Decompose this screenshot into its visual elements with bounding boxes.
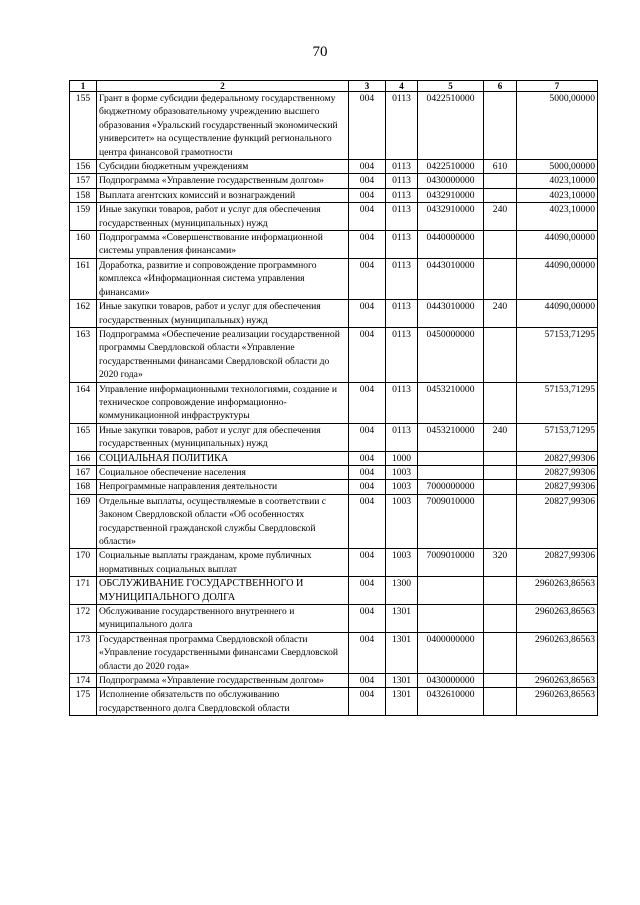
table-row: [70, 188, 598, 202]
cell-c3: 004: [349, 258, 386, 299]
cell-name: Обслуживание государственного внутреннего и муниципального долга: [97, 605, 349, 633]
table-row: [70, 465, 598, 479]
cell-n: 159: [70, 203, 97, 231]
table-row: [70, 688, 598, 716]
cell-c7: 20827,99306: [517, 451, 598, 465]
cell-n: 161: [70, 258, 97, 299]
cell-c7: 4023,10000: [517, 203, 598, 231]
cell-n: 158: [70, 188, 97, 202]
cell-c6: 610: [484, 160, 517, 174]
table-row: [70, 632, 598, 673]
cell-c7: 57153,71295: [517, 382, 598, 423]
cell-n: 156: [70, 160, 97, 174]
cell-c3: 004: [349, 451, 386, 465]
cell-c4: 0113: [386, 327, 418, 382]
cell-n: 175: [70, 688, 97, 716]
cell-c7: 44090,00000: [517, 300, 598, 328]
cell-c4: 1301: [386, 605, 418, 633]
cell-c4: 0113: [386, 300, 418, 328]
cell-c3: 004: [349, 300, 386, 328]
cell-c3: 004: [349, 549, 386, 577]
cell-name: Социальные выплаты гражданам, кроме публичных нормативных социальных выплат: [97, 549, 349, 577]
cell-c7: 57153,71295: [517, 423, 598, 451]
cell-c6: [484, 258, 517, 299]
cell-c6: [484, 231, 517, 259]
table-row: [70, 231, 598, 259]
cell-c3: 004: [349, 92, 386, 160]
cell-c4: 1003: [386, 465, 418, 479]
col-header: 1: [70, 81, 97, 92]
cell-name: Исполнение обязательств по обслуживанию государственного долга Свердловской области: [97, 688, 349, 716]
col-header: 7: [517, 81, 598, 92]
cell-c5: 0430000000: [418, 674, 484, 688]
cell-n: 170: [70, 549, 97, 577]
cell-c7: 2960263,86563: [517, 688, 598, 716]
cell-name: Подпрограмма «Обеспечение реализации государственной программы Свердловской области «Управление государственными финансами Свердловской области до 2020 года»: [97, 327, 349, 382]
cell-n: 167: [70, 465, 97, 479]
cell-c7: 57153,71295: [517, 327, 598, 382]
cell-c6: [484, 174, 517, 188]
cell-c5: 0453210000: [418, 423, 484, 451]
cell-name: Иные закупки товаров, работ и услуг для обеспечения государственных (муниципальных) нужд: [97, 423, 349, 451]
cell-c6: [484, 465, 517, 479]
cell-n: 165: [70, 423, 97, 451]
cell-name: Отдельные выплаты, осуществляемые в соответствии с Законом Свердловской области «Об особенностях государственной гражданской службы Свердловской области»: [97, 494, 349, 549]
cell-c4: 0113: [386, 174, 418, 188]
cell-c6: [484, 688, 517, 716]
cell-n: 173: [70, 632, 97, 673]
cell-name: Иные закупки товаров, работ и услуг для обеспечения государственных (муниципальных) нужд: [97, 203, 349, 231]
table-row: [70, 480, 598, 494]
header-row: [70, 81, 598, 92]
cell-c7: 2960263,86563: [517, 605, 598, 633]
cell-c4: 1003: [386, 494, 418, 549]
page-number: 70: [312, 44, 328, 60]
table-row: [70, 300, 598, 328]
table-row: [70, 203, 598, 231]
cell-c4: 1301: [386, 632, 418, 673]
col-header: 2: [97, 81, 349, 92]
cell-name: Выплата агентских комиссий и вознаграждений: [97, 188, 349, 202]
cell-c6: 240: [484, 300, 517, 328]
cell-c6: 240: [484, 423, 517, 451]
cell-c3: 004: [349, 327, 386, 382]
cell-name: Подпрограмма «Управление государственным долгом»: [97, 674, 349, 688]
cell-c6: [484, 382, 517, 423]
cell-c4: 1301: [386, 674, 418, 688]
cell-c4: 0113: [386, 258, 418, 299]
cell-c4: 0113: [386, 160, 418, 174]
cell-c7: 4023,10000: [517, 188, 598, 202]
table-row: [70, 160, 598, 174]
cell-name: Управление информационными технологиями, создание и техническое сопровождение информационно-коммуникационной инфраструктуры: [97, 382, 349, 423]
cell-c3: 004: [349, 605, 386, 633]
cell-name: Грант в форме субсидии федеральному государственному бюджетному образовательному учреждению высшего образования «Уральский государственный экономический университет» на осуществление функций регионального центра финансовой грамотности: [97, 92, 349, 160]
cell-c5: 0443010000: [418, 300, 484, 328]
cell-c5: [418, 465, 484, 479]
table-row: [70, 549, 598, 577]
cell-c3: 004: [349, 382, 386, 423]
cell-c6: 320: [484, 549, 517, 577]
cell-n: 155: [70, 92, 97, 160]
cell-n: 163: [70, 327, 97, 382]
cell-c3: 004: [349, 188, 386, 202]
cell-n: 157: [70, 174, 97, 188]
cell-c7: 20827,99306: [517, 465, 598, 479]
cell-c3: 004: [349, 203, 386, 231]
cell-name: Непрограммные направления деятельности: [97, 480, 349, 494]
cell-c5: 0430000000: [418, 174, 484, 188]
cell-c5: 7000000000: [418, 480, 484, 494]
cell-c7: 20827,99306: [517, 494, 598, 549]
cell-c5: 0440000000: [418, 231, 484, 259]
cell-c4: 0113: [386, 203, 418, 231]
cell-n: 174: [70, 674, 97, 688]
cell-n: 168: [70, 480, 97, 494]
table-row: [70, 577, 598, 605]
budget-table: [69, 80, 598, 716]
cell-c3: 004: [349, 160, 386, 174]
col-header: 4: [386, 81, 418, 92]
cell-c6: [484, 188, 517, 202]
table-row: [70, 92, 598, 160]
cell-c6: [484, 577, 517, 605]
cell-c6: 240: [484, 203, 517, 231]
cell-c7: 20827,99306: [517, 480, 598, 494]
cell-c3: 004: [349, 231, 386, 259]
cell-c4: 0113: [386, 423, 418, 451]
cell-c5: 0453210000: [418, 382, 484, 423]
cell-name: Субсидии бюджетным учреждениям: [97, 160, 349, 174]
cell-c6: [484, 494, 517, 549]
table-row: [70, 605, 598, 633]
cell-c5: 0432610000: [418, 688, 484, 716]
table-row: [70, 382, 598, 423]
cell-c5: 0432910000: [418, 203, 484, 231]
cell-c7: 2960263,86563: [517, 632, 598, 673]
cell-c6: [484, 480, 517, 494]
cell-c6: [484, 451, 517, 465]
cell-n: 171: [70, 577, 97, 605]
cell-c6: [484, 674, 517, 688]
cell-c5: 7009010000: [418, 494, 484, 549]
cell-c3: 004: [349, 465, 386, 479]
cell-name: ОБСЛУЖИВАНИЕ ГОСУДАРСТВЕННОГО И МУНИЦИПАЛЬНОГО ДОЛГА: [97, 577, 349, 605]
cell-c4: 1000: [386, 451, 418, 465]
cell-c6: [484, 632, 517, 673]
cell-c4: 0113: [386, 188, 418, 202]
col-header: 5: [418, 81, 484, 92]
cell-c5: 7009010000: [418, 549, 484, 577]
cell-c5: 0432910000: [418, 188, 484, 202]
table-row: [70, 451, 598, 465]
cell-n: 172: [70, 605, 97, 633]
cell-c5: [418, 605, 484, 633]
cell-n: 164: [70, 382, 97, 423]
cell-c3: 004: [349, 423, 386, 451]
cell-c3: 004: [349, 174, 386, 188]
col-header: 3: [349, 81, 386, 92]
table-row: [70, 674, 598, 688]
cell-c5: 0450000000: [418, 327, 484, 382]
table-row: [70, 174, 598, 188]
cell-c3: 004: [349, 480, 386, 494]
cell-c3: 004: [349, 577, 386, 605]
cell-name: Иные закупки товаров, работ и услуг для обеспечения государственных (муниципальных) нужд: [97, 300, 349, 328]
cell-c3: 004: [349, 688, 386, 716]
cell-c7: 44090,00000: [517, 258, 598, 299]
cell-n: 160: [70, 231, 97, 259]
cell-c7: 2960263,86563: [517, 577, 598, 605]
cell-c4: 1300: [386, 577, 418, 605]
cell-c4: 0113: [386, 382, 418, 423]
cell-c7: 5000,00000: [517, 92, 598, 160]
cell-n: 166: [70, 451, 97, 465]
cell-name: СОЦИАЛЬНАЯ ПОЛИТИКА: [97, 451, 349, 465]
cell-c4: 1003: [386, 549, 418, 577]
cell-name: Социальное обеспечение населения: [97, 465, 349, 479]
cell-c6: [484, 327, 517, 382]
cell-c5: 0422510000: [418, 92, 484, 160]
cell-name: Подпрограмма «Совершенствование информационной системы управления финансами»: [97, 231, 349, 259]
cell-c7: 4023,10000: [517, 174, 598, 188]
cell-c7: 20827,99306: [517, 549, 598, 577]
cell-c5: [418, 577, 484, 605]
cell-name: Государственная программа Свердловской области «Управление государственными финансами Свердловской области до 2020 года»: [97, 632, 349, 673]
cell-c3: 004: [349, 494, 386, 549]
cell-c4: 0113: [386, 92, 418, 160]
cell-c5: 0422510000: [418, 160, 484, 174]
table-row: [70, 423, 598, 451]
cell-n: 162: [70, 300, 97, 328]
cell-c7: 2960263,86563: [517, 674, 598, 688]
cell-c5: 0400000000: [418, 632, 484, 673]
table-row: [70, 258, 598, 299]
cell-c5: [418, 451, 484, 465]
cell-c7: 44090,00000: [517, 231, 598, 259]
cell-c4: 1301: [386, 688, 418, 716]
cell-n: 169: [70, 494, 97, 549]
cell-c4: 0113: [386, 231, 418, 259]
cell-c7: 5000,00000: [517, 160, 598, 174]
cell-name: Подпрограмма «Управление государственным долгом»: [97, 174, 349, 188]
cell-c4: 1003: [386, 480, 418, 494]
table-body: [70, 92, 598, 716]
cell-c3: 004: [349, 632, 386, 673]
table-row: [70, 494, 598, 549]
cell-c6: [484, 92, 517, 160]
cell-c3: 004: [349, 674, 386, 688]
col-header: 6: [484, 81, 517, 92]
cell-c6: [484, 605, 517, 633]
cell-name: Доработка, развитие и сопровождение программного комплекса «Информационная система управления финансами»: [97, 258, 349, 299]
cell-c5: 0443010000: [418, 258, 484, 299]
table-row: [70, 327, 598, 382]
